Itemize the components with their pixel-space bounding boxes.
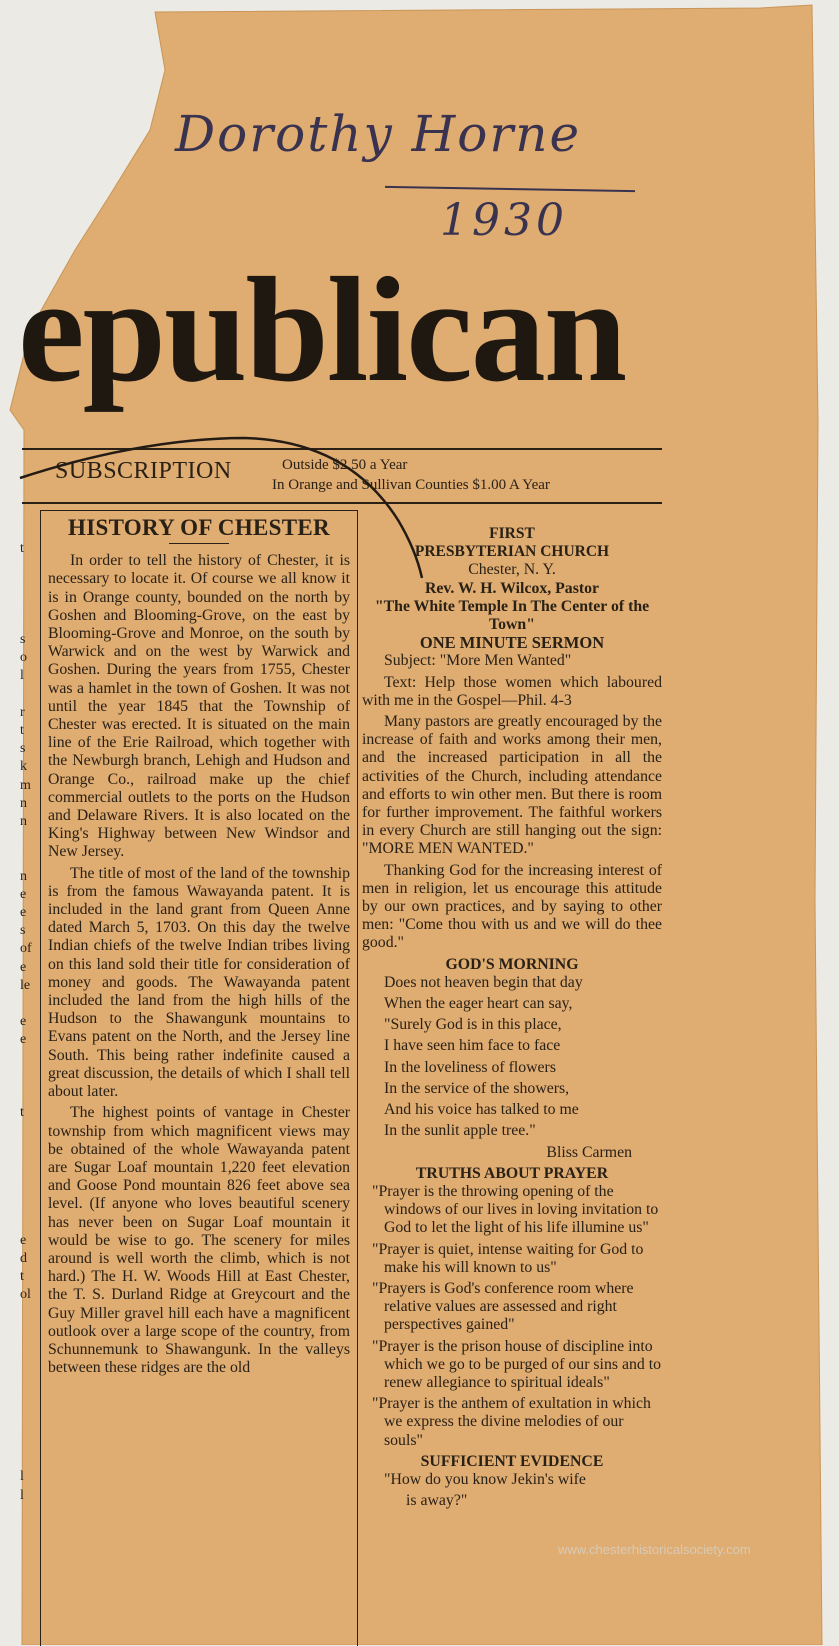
church-heading-name: PRESBYTERIAN CHURCH [414,543,610,561]
masthead-title: epublican [18,247,626,413]
poem-line: "Surely God is in this place, [384,1016,562,1034]
sermon-paragraph: Thanking God for the increasing interest of men in religion, let us encourage this attitude by our own practices, and by saying to other men: "Come thou with us and we will do thee good." [362,861,662,952]
edge-fragment: e [20,905,27,921]
prayer-quote: "Prayer is the anthem of exultation in which we express the divine melodies of our souls" [372,1395,651,1449]
prayer-quote: "Prayer is the prison house of discipline into which we go to be purged of our sins and to renew allegiance to spiritual ideals" [372,1337,661,1391]
edge-fragment: m [20,777,31,793]
sermon-subject: Subject: "More Men Wanted" [384,652,572,670]
prayer-heading: TRUTHS ABOUT PRAYER [415,1164,609,1182]
church-pastor: Rev. W. H. Wilcox, Pastor [424,579,600,597]
poem-line: When the eager heart can say, [384,995,573,1013]
edge-fragment: s [20,923,26,939]
evidence-line: "How do you know Jekin's wife [384,1470,586,1488]
poem-line: In the sunlit apple tree." [384,1122,536,1140]
edge-fragment: n [20,868,27,884]
poem-line: And his voice has talked to me [384,1101,579,1119]
poem-line: Does not heaven begin that day [384,973,583,991]
edge-fragment: e [20,959,27,975]
edge-fragment: of [20,941,32,957]
edge-fragment: n [20,814,27,830]
edge-fragment: e [20,1014,27,1030]
history-paragraph: In order to tell the history of Chester, it is necessary to locate it. Of course we all know it is in Orange county, bounded on the north by Goshen and Blooming-Grove, on the east by Blooming-Grove and Monroe, on the south by Warwick and on the west by Warwick and Goshen. During the years from 1755, Chester was a hamlet in the town of Goshen. It was not until the year 1845 that the Township of Chester was erected. It is situated on the main line of the Erie Railroad, which together with the Newburgh branch, Lehigh and Hudson and Orange Co., railroad make up the chief commercial outlets to the ports on the Hudson and Delaware Rivers. It is also located on the King's Highway between New Windsor and New Jersey. [48,552,350,861]
edge-fragment: l [20,668,24,684]
edge-fragment: e [20,886,27,902]
edge-fragment: l [20,1487,24,1503]
evidence-heading: SUFFICIENT EVIDENCE [420,1452,604,1470]
history-paragraph: The highest points of vantage in Chester township from which magnificent views may be obtained of the whole Wawayanda patent are Sugar Loaf mountain 1,220 feet elevation and Goose Pond mountain 826 feet above sea level. (If anyone who loves beautiful scenery has never been on Sugar Loaf mountain it would be wise to go. The scenery for miles around is well worth the climb, which is not hard.) The H. W. Woods Hill at East Chester, the T. S. Durland Ridge at Greycourt and the Guy Miller gravel hill each have a magnificent outlook over a large scope of the country, from Schunnemunk to Shawangunk. In the valleys between these ridges are the old [48,1104,350,1377]
history-title: HISTORY OF CHESTER [68,515,330,540]
history-paragraph: The title of most of the land of the township is from the famous Wawayanda patent. It is included in the land grant from Queen Anne dated March 5, 1703. On this day the twelve Indian chiefs of the twelve Indian tribes living on this land sold their title for consideration of money and goods. The Wawayanda patent included the land from the high hills of the Hudson to the Shawangunk mountains to Evans patent on the North, and the Jersey line South. This being rather indefinite caused a great discussion, the details of which I shall tell about later. [48,864,350,1101]
subscription-rate-counties: In Orange and Sullivan Counties $1.00 A Year [272,477,550,493]
poem-heading: GOD'S MORNING [445,955,579,973]
edge-fragment: e [20,1032,27,1048]
handwritten-name: Dorothy Horne [175,105,582,163]
prayer-quote: "Prayer is quiet, intense waiting for God to make his will known to us" [372,1240,644,1276]
edge-fragment: k [20,759,27,775]
watermark: www.chesterhistoricalsociety.com [558,1542,751,1557]
edge-fragment: t [20,1105,24,1121]
evidence-line: is away?" [406,1492,468,1510]
poem-line: In the loveliness of flowers [384,1058,556,1076]
edge-fragment: d [20,1250,27,1266]
subscription-label: SUBSCRIPTION [55,458,232,484]
church-motto: "The White Temple In The Center of the Town" [374,597,650,634]
church-heading-first: FIRST [489,525,535,542]
poem-author: Bliss Carmen [546,1143,632,1161]
edge-fragment: t [20,541,24,556]
sermon-text: Text: Help those women which laboured with me in the Gospel—Phil. 4-3 [362,673,662,709]
poem-line: In the service of the showers, [384,1079,570,1097]
edge-fragment: t [20,723,24,739]
prayer-quote: "Prayers is God's conference room where relative values are assessed and right perspectives gained" [372,1279,634,1334]
edge-fragment: n [20,795,27,811]
prayer-quote: "Prayer is the throwing opening of the windows of our lives in loving invitation to God to let the light of his life illumine us" [372,1182,659,1237]
subscription-rate-outside: Outside $2.50 a Year [282,457,408,473]
edge-fragment: l [20,1469,24,1485]
edge-fragment: le [20,977,31,993]
edge-fragment: e [20,1232,27,1248]
poem-line: I have seen him face to face [384,1037,561,1055]
edge-fragment: s [20,741,26,757]
edge-fragment: o [20,650,27,666]
sermon-paragraph: Many pastors are greatly encouraged by the increase of faith and works among their men, and the increased participation in all the activities of the Church, including attendance and efforts to win other men. But there is room for further improvement. The faithful workers in every Church are still hanging out the sign: "MORE MEN WANTED." [362,713,662,858]
edge-fragment: r [20,704,25,720]
edge-fragment: t [20,1269,24,1285]
church-location: Chester, N. Y. [468,561,556,579]
edge-fragment: ol [20,1287,31,1303]
handwritten-year: 1930 [440,195,568,246]
sermon-heading: ONE MINUTE SERMON [419,633,605,653]
edge-fragment: s [20,632,26,648]
